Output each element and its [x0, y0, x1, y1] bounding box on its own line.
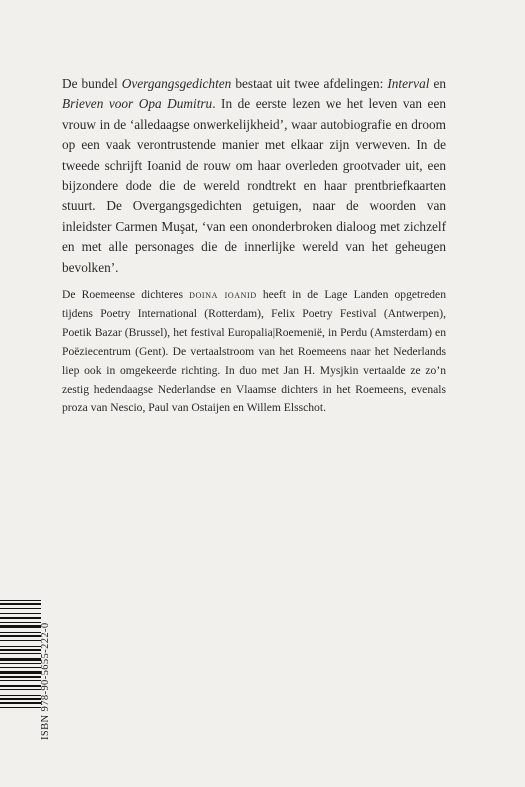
barcode-bar [0, 613, 41, 614]
barcode-bar [0, 600, 41, 601]
barcode-bar [0, 646, 41, 647]
barcode-bar [0, 632, 41, 633]
barcode-bar [0, 622, 41, 623]
barcode-bar [0, 649, 41, 651]
barcode-bar [0, 676, 41, 678]
bio-text-2: heeft in de Lage Landen opgetreden tijdens Poetry International (Rotterdam), Felix Poetry Festival (Antwerpen), Poetik Bazar (Brussel), het festival Europalia|Roemenië, in Perdu (Amsterdam) en Poëziecentrum (Gent). De vertaalstroom van het Roemeens naar het Nederlands liep ook in omgekeerde richting. In duo met Jan H. Mysjkin vertaalde ze zo’n zestig hedendaagse Nederlandse en Vlaamse dichters in het Roemeens, evenals proza van Nescio, Paul van Ostaijen en Willem Elsschot. [62, 288, 446, 415]
barcode-bar [0, 695, 41, 696]
bio-text-1: De Roemeense dichteres [62, 288, 190, 301]
isbn-label [40, 600, 56, 740]
title-brieven: Brieven voor Opa Dumitru [62, 96, 213, 112]
barcode-bar [0, 640, 41, 641]
blurb-text-3: en [429, 76, 447, 91]
barcode-bar [0, 667, 41, 668]
barcode-bar [0, 663, 41, 664]
barcode-bar [0, 635, 41, 637]
barcode-bar [0, 680, 41, 681]
author-name: doina ioanid [189, 288, 257, 301]
title-interval: Interval [387, 76, 430, 91]
barcode [0, 600, 41, 736]
barcode-bar [0, 698, 41, 700]
barcode-bar [0, 617, 41, 619]
blurb-text-4: . In de eerste lezen we het leven van een vrouw in de ‘alledaagse onwerkelijkheid’, waar autobiografie en droom op een vaak verontrustende manier met elkaar zijn verweven. In de tweede schrijft Ioanid de rouw om haar overleden grootvader uit, een bijzondere dode die de wereld rondtrekt en haar prentbriefkaarten stuurt. De Overgangsgedichten getuigen, naar de woorden van inleidster Carmen Muşat, ‘van een ononderbroken dialoog met zichzelf en met alle personages die de innerlijke wereld van het geheugen bevolken’. [62, 96, 446, 275]
barcode-bar [0, 603, 41, 605]
barcode-bar [0, 685, 41, 687]
barcode-bar [0, 702, 41, 704]
blurb-paragraph [62, 74, 446, 278]
barcode-bar [0, 671, 41, 674]
title-overgangsgedichten: Overgangsgedichten [121, 76, 232, 91]
barcode-bar [0, 608, 41, 609]
barcode-bar [0, 625, 41, 628]
blurb-text-1: De bundel [62, 76, 122, 91]
author-bio-paragraph [62, 286, 446, 418]
barcode-bar [0, 658, 41, 661]
barcode-bar [0, 653, 41, 654]
blurb-text-2: bestaat uit twee afdelingen: [231, 76, 388, 91]
barcode-bar [0, 707, 41, 708]
isbn-text: ISBN 978-90-5655-222-0 [40, 622, 51, 740]
barcode-bar [0, 689, 41, 690]
